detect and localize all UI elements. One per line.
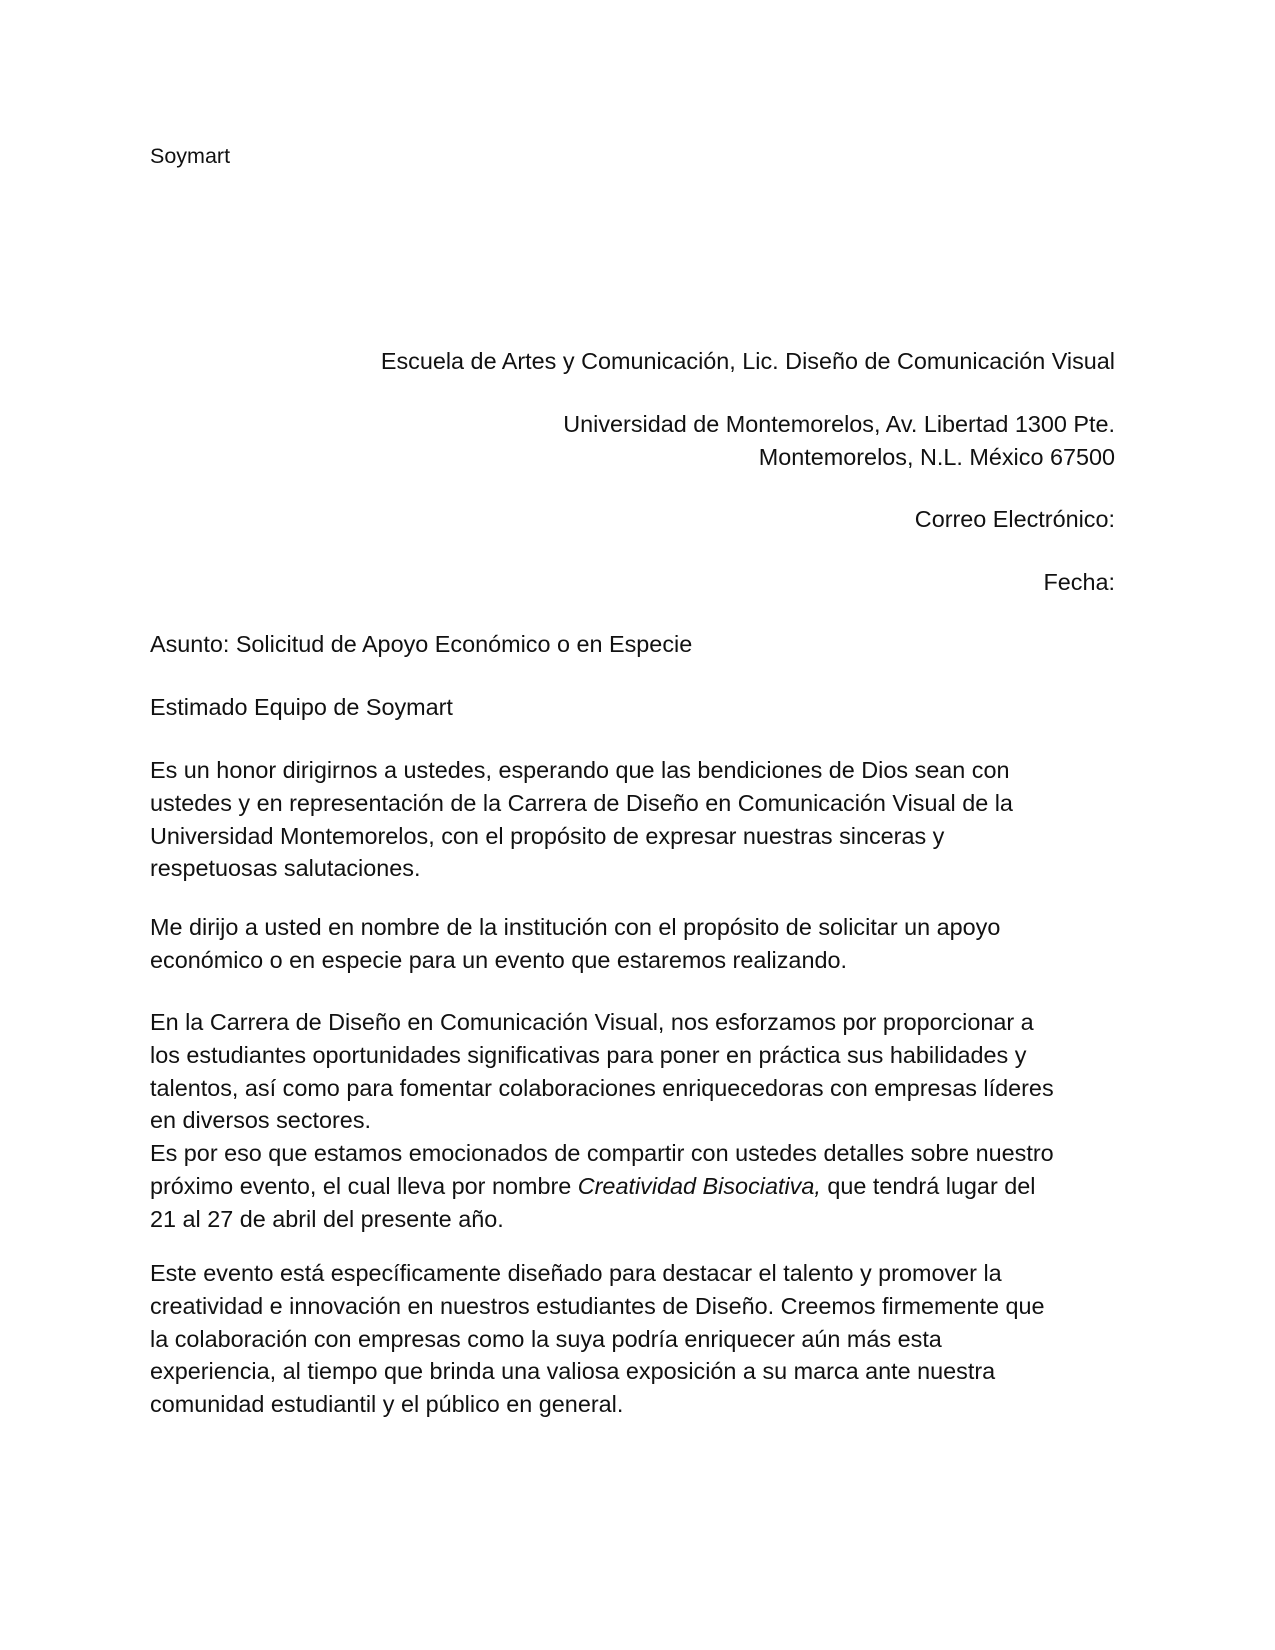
subject-text: Asunto: Solicitud de Apoyo Económico o en Especie	[150, 631, 693, 657]
subject-line	[150, 628, 1115, 661]
event-name: Creatividad Bisociativa,	[577, 1172, 821, 1199]
paragraph-line-event	[150, 1170, 1115, 1203]
address-line-1: Universidad de Montemorelos, Av. Libertad 1300 Pte.	[563, 411, 1115, 437]
paragraph-line: experiencia, al tiempo que brinda una valiosa exposición a su marca ante nuestra	[150, 1358, 996, 1385]
paragraph-line: creatividad e innovación en nuestros estudiantes de Diseño. Creemos firmemente que	[150, 1292, 1045, 1319]
paragraph-line: 21 al 27 de abril del presente año.	[150, 1205, 504, 1232]
company-name-text: Soymart	[150, 144, 231, 168]
paragraph-line: la colaboración con empresas como la suya podría enriquecer aún más esta	[150, 1325, 942, 1352]
paragraph-line: Universidad Montemorelos, con el propósito de expresar nuestras sinceras y	[150, 822, 945, 849]
paragraph-line: los estudiantes oportunidades significativas para poner en práctica sus habilidades y	[150, 1041, 1027, 1068]
sender-school	[150, 345, 1115, 378]
email-label-text: Correo Electrónico:	[914, 506, 1115, 532]
paragraph-line: Este evento está específicamente diseñado para destacar el talento y promover la	[150, 1260, 1002, 1286]
body-paragraph-2	[150, 911, 1115, 977]
paragraph-line: ustedes y en representación de la Carrera de Diseño en Comunicación Visual de la	[150, 789, 1013, 816]
event-intro-text: próximo evento, el cual lleva por nombre	[150, 1172, 578, 1199]
body-paragraph-3	[150, 1006, 1115, 1236]
paragraph-line: en diversos sectores.	[150, 1107, 372, 1134]
greeting	[150, 691, 1115, 724]
date-label	[150, 566, 1115, 599]
paragraph-line: Es por eso que estamos emocionados de compartir con ustedes detalles sobre nuestro	[150, 1140, 1054, 1167]
school-text: Escuela de Artes y Comunicación, Lic. Diseño de Comunicación Visual	[380, 348, 1115, 374]
paragraph-line: económico o en especie para un evento que estaremos realizando.	[150, 946, 847, 973]
paragraph-line: comunidad estudiantil y el público en general.	[150, 1391, 624, 1418]
greeting-text: Estimado Equipo de Soymart	[150, 694, 453, 720]
body-paragraph-4	[150, 1257, 1115, 1421]
paragraph-line: Es un honor dirigirnos a ustedes, esperando que las bendiciones de Dios sean con	[150, 757, 1010, 783]
event-date-intro-text: que tendrá lugar del	[820, 1172, 1036, 1199]
paragraph-line: talentos, así como para fomentar colaboraciones enriquecedoras con empresas líderes	[150, 1074, 1054, 1101]
address-line-2: Montemorelos, N.L. México 67500	[758, 443, 1115, 470]
paragraph-line: Me dirijo a usted en nombre de la institución con el propósito de solicitar un apoyo	[150, 914, 1001, 940]
date-label-text: Fecha:	[1043, 569, 1115, 595]
company-name	[150, 142, 1115, 170]
sender-address	[150, 408, 1115, 474]
body-paragraph-1	[150, 754, 1115, 885]
paragraph-line: respetuosas salutaciones.	[150, 855, 421, 882]
paragraph-line: En la Carrera de Diseño en Comunicación Visual, nos esforzamos por proporcionar a	[150, 1009, 1034, 1035]
email-label	[150, 503, 1115, 536]
